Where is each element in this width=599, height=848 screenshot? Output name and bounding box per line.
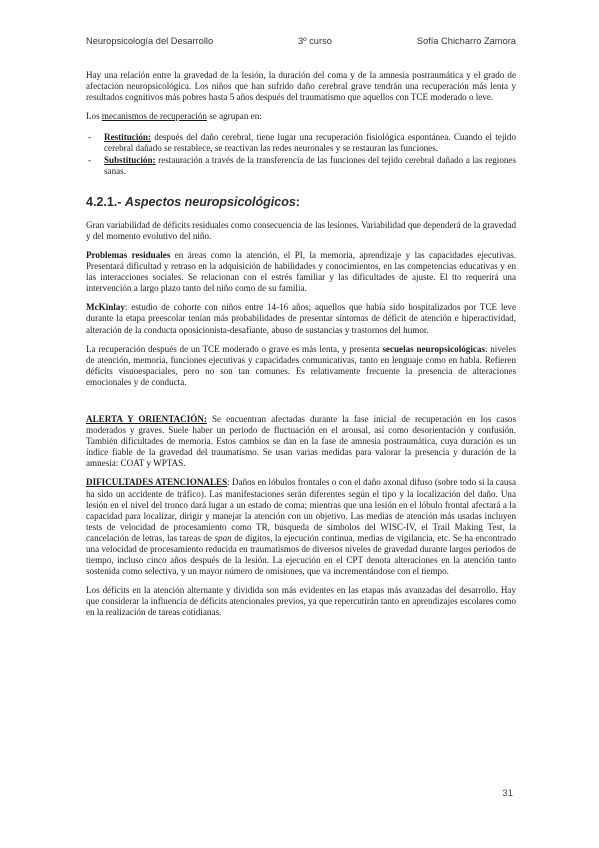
sequelae-post: : niveles de atención, memoria, funciones ejecutivas y capacidades comunicativas, tanto en lenguaje como en habla. Refieren déficits visuoespaciales, pero no son tan comunes. Es relativamente frecuente la presencia de alteraciones emocionales y de conducta.	[86, 343, 517, 387]
section-title: Aspectos neuropsicológicos	[124, 194, 296, 209]
paragraph-variability: Gran variabilidad de déficits residuales como consecuencia de las lesiones. Variabilidad que dependerá de la gravedad y del momento evolutivo del niño.	[86, 219, 516, 241]
header-year: 3º curso	[298, 36, 332, 46]
section-heading	[86, 195, 516, 210]
alert-term: ALERTA Y ORIENTACIÓN:	[86, 413, 207, 424]
mechanisms-term: mecanismos de recuperación	[101, 111, 207, 122]
page-number: 31	[502, 788, 513, 799]
mckinlay-term: McKinlay	[86, 302, 125, 313]
paragraph-attention-difficulties	[86, 477, 516, 577]
residual-term: Problemas residuales	[86, 249, 171, 260]
page-body	[86, 70, 516, 619]
mechanism-text: después del daño cerebral, tiene lugar una recuperación fisiológica espontánea. Cuando el tejido cerebral dañado se restablece, se reactivan las redes neuronales y se restauran las funciones.	[104, 132, 516, 154]
paragraph-mechanisms-intro	[86, 111, 516, 122]
section-suffix: :	[295, 194, 300, 209]
sequelae-pre: La recuperación después de un TCE moderado o grave es más lenta, y presenta	[86, 343, 383, 354]
mechanism-text: restauración a través de la transferencia de las funciones del tejido cerebral dañado a las regiones sanas.	[104, 154, 516, 176]
section-number: 4.2.1.-	[86, 194, 125, 209]
mechanism-term: Restitución:	[104, 132, 151, 143]
paragraph-alert-orientation	[86, 414, 516, 469]
paragraph-mckinlay	[86, 302, 516, 335]
attention-italic: span	[214, 532, 232, 543]
attention-text-1: : Daños en lóbulos frontales o con el daño axonal difuso (sobre todo si la causa ha sido un accidente de tráfico). Las manifestaciones serán diferentes según el tipo y la localización del daño. Una lesión en el nivel del tronco dará lugar a un estado de coma; mientras que una lesión en el lóbulo frontal afectará a la capacidad para localizar, dirigir y manejar la atención con un objetivo. Las medias de atención más usadas incluyen tests de velocidad de procesamiento como TR, búsqueda de símbolos del WISC-IV, el Trail Making Test, la cancelación de letras, las tareas de	[86, 477, 516, 543]
list-item	[86, 155, 516, 177]
attention-text-2: de dígitos, la ejecución continua, medias de vigilancia, etc. Se ha encontrado una velocidad de procesamiento reducida en traumatismos de diversos niveles de gravedad durante largos periodos de tiempo, incluso cinco años después de la lesión. La ejecución en el CPT denota alteraciones en la atención tanto sostenida como selectiva, y un mayor número de omisiones, que va incrementándose con el tiempo.	[86, 532, 516, 577]
paragraph-residual-problems	[86, 250, 516, 294]
mechanisms-intro-post: se agrupan en:	[206, 111, 262, 122]
alert-text: Se encuentran afectadas durante la fase inicial de recuperación en los casos moderados y graves. Suele haber un periodo de fluctuación en el arousal, así como desorientación y confusión. También dificultades de memoria. Estos cambios se dan en la fase de amnesia postraumática, cuya duración es un índice fiable de la gravedad del traumatismo. Se usan varias medidas para valorar la presencia y duración de la amnesia: COAT y WPTAS.	[86, 413, 516, 469]
attention-term: DIFICULTADES ATENCIONALES	[86, 477, 228, 488]
paragraph-severity: Hay una relación entre la gravedad de la lesión, la duración del coma y de la amnesia postraumática y el grado de afectación neuropsicológica. Los niños que han sufrido daño cerebral grave tendrán una recuperación más lenta y resultados cognitivos más pobres hasta 5 años después del traumatismo que aquellos con TCE moderado o leve.	[86, 70, 516, 103]
list-item	[86, 132, 516, 154]
mechanisms-intro-pre: Los	[86, 111, 102, 122]
header-author: Sofía Chicharro Zamora	[416, 36, 516, 46]
sequelae-term: secuelas neuropsicológicas	[382, 343, 485, 354]
mechanisms-list	[86, 132, 516, 176]
header-course-title: Neuropsicología del Desarrollo	[86, 36, 214, 46]
paragraph-sequelae	[86, 344, 516, 388]
page-header	[86, 36, 516, 46]
residual-text: en áreas como la atención, el PI, la memoria, aprendizaje y las capacidades ejecutivas. Presentará dificultad y retraso en la adquisición de habilidades y conocimientos, en las competencias educativas y en las interacciones sociales. Se relacionan con el estrés familiar y las dificultades de ajuste. El tto requerirá una intervención a largo plazo tanto del niño como de su familia.	[86, 249, 516, 294]
paragraph-divided-attention: Los déficits en la atención alternante y dividida son más evidentes en las etapas más avanzadas del desarrollo. Hay que considerar la influencia de déficits atencionales previos, ya que repercutirán tanto en aprendizajes escolares como en la realización de tareas cotidianas.	[86, 585, 516, 618]
mechanism-term: Substitución:	[104, 154, 156, 165]
mckinlay-text: : estudio de cohorte con niños entre 14-16 años; aquellos que había sido hospitalizados por TCE leve durante la etapa preescolar tenían más probabilidades de presentar síntomas de déficit de atención e hiperactividad, alteración de la conducta oposicionista-desafiante, abuso de sustancias y trastornos del humor.	[86, 302, 516, 335]
